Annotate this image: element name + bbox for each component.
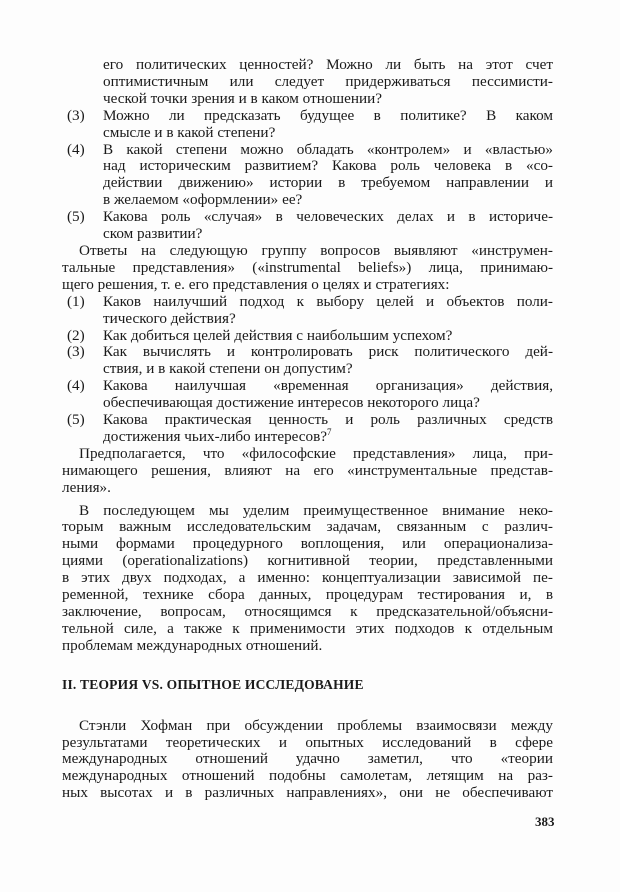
text-line [62, 587, 553, 604]
line-text: Какова практическая ценность и роль различных средств [103, 411, 553, 429]
line-text: Какова роль «случая» в человеческих делах и в историче- [103, 208, 553, 226]
text-line [62, 718, 553, 735]
text-line [62, 638, 553, 655]
text-line [62, 785, 553, 802]
line-text: В какой степени можно обладать «контролем» и «властью» [103, 140, 553, 158]
page-body [62, 57, 553, 802]
text-line [103, 426, 553, 446]
text-line [103, 311, 553, 328]
item-number: (1) [67, 292, 85, 310]
text-line [62, 735, 553, 752]
list-item [62, 344, 553, 378]
text-line [62, 751, 553, 768]
item-number: (5) [67, 411, 85, 429]
line-text: оптимистичным или следует придерживаться пессимисти- [103, 72, 553, 90]
text-line [103, 395, 553, 412]
item-number: (4) [67, 377, 85, 395]
text-line [62, 243, 553, 260]
text-line [103, 226, 553, 243]
text-line [103, 344, 553, 361]
line-text: ременной, технике сбора данных, процедурам тестирования и, в [62, 586, 553, 604]
line-text: достижения чьих-либо интересов? [103, 427, 328, 445]
item-text [103, 344, 553, 378]
paragraph [62, 503, 553, 655]
text-line [103, 142, 553, 159]
line-text: щего решения, т. е. его представления о целях и стратегиях: [62, 275, 450, 293]
text-line [103, 378, 553, 395]
line-text: международных отношений подобны самолетам, летящим на раз- [62, 767, 553, 785]
text-line [62, 677, 553, 694]
item-text [103, 412, 553, 446]
paragraph [62, 718, 553, 803]
text-line [62, 553, 553, 570]
line-text: торым важным исследовательским задачам, связанным с различ- [62, 518, 553, 536]
text-line [103, 74, 553, 91]
line-text: Стэнли Хофман при обсуждении проблемы взаимосвязи между [79, 716, 553, 734]
text-line [103, 158, 553, 175]
text-line [103, 361, 553, 378]
continued-list-item [103, 57, 553, 108]
line-text: ствия, и в какой степени он допустим? [103, 360, 353, 378]
paragraph [62, 446, 553, 497]
line-text: Можно ли предсказать будущее в политике? В каком [103, 106, 553, 124]
line-text: ными формами процедурного воплощения, или операционализа- [62, 535, 553, 553]
line-text: Предполагается, что «философские представления» лица, при- [79, 444, 553, 462]
line-text: тельной силе, а также к применимости этих подходов к отдельным [62, 619, 553, 637]
line-text: нимающего решения, влияют на его «инструментальные представ- [62, 461, 553, 479]
text-line [62, 260, 553, 277]
line-text: проблемам международных отношений. [62, 636, 323, 654]
line-text: результатами теоретических и опытных исследований в сфере [62, 733, 553, 751]
text-line [103, 125, 553, 142]
line-text: ления». [62, 478, 111, 496]
line-text: Каков наилучший подход к выбору целей и объектов поли- [103, 292, 553, 310]
list-item [62, 378, 553, 412]
text-line [103, 91, 553, 108]
item-text [103, 142, 553, 210]
item-number: (5) [67, 208, 85, 226]
paragraph [62, 243, 553, 294]
text-line [103, 108, 553, 125]
text-line [62, 519, 553, 536]
list-item [62, 412, 553, 446]
text-line [62, 446, 553, 463]
line-text: ческой точки зрения и в каком отношении? [103, 89, 382, 107]
item-number: (3) [67, 106, 85, 124]
item-text [103, 328, 553, 345]
text-line [62, 604, 553, 621]
text-line [62, 503, 553, 520]
text-line [62, 536, 553, 553]
item-text [103, 108, 553, 142]
text-line [103, 192, 553, 209]
line-text: смысле и в какой степени? [103, 123, 276, 141]
section-heading [62, 677, 553, 694]
item-text [103, 294, 553, 328]
line-text: обеспечивающая достижение интересов некоторого лица? [103, 394, 480, 412]
text-line [62, 463, 553, 480]
item-number: (2) [67, 326, 85, 344]
line-text: ском развитии? [103, 225, 203, 243]
text-line [103, 209, 553, 226]
line-text: циями (operationalizations) когнитивной теории, представленными [62, 552, 553, 570]
line-text: ных высотах и в различных направлениях», они не обеспечивают [62, 784, 553, 802]
text-line [103, 294, 553, 311]
text-line [103, 328, 553, 345]
text-line [103, 175, 553, 192]
item-text [103, 209, 553, 243]
line-text: Как вычислять и контролировать риск политического дей- [103, 343, 553, 361]
list-item [62, 142, 553, 210]
line-text: в желаемом «оформлении» ее? [103, 191, 303, 209]
line-text: Какова наилучшая «временная организация» действия, [103, 377, 553, 395]
text-line [103, 57, 553, 74]
line-text: заключение, вопросам, относящимся к предсказательной/объясни- [62, 603, 553, 620]
footnote-marker: 7 [327, 426, 332, 437]
item-number: (3) [67, 343, 85, 361]
line-text: В последующем мы уделим преимущественное внимание неко- [79, 501, 553, 519]
item-text [103, 378, 553, 412]
line-text: Ответы на следующую группу вопросов выявляют «инструмен- [79, 241, 553, 259]
text-line [62, 570, 553, 587]
line-text: над историческим развитием? Какова роль человека в «со- [103, 157, 553, 175]
text-line [62, 621, 553, 638]
text-line [62, 480, 553, 497]
list-item [62, 294, 553, 328]
text-line [62, 277, 553, 294]
page-number: 383 [535, 814, 555, 829]
line-text: действии движению» истории в требуемом направлении и [103, 174, 553, 192]
line-text: Как добиться целей действия с наибольшим успехом? [103, 326, 453, 344]
line-text: в этих двух подходах, а именно: концептуализации зависимой пе- [62, 569, 553, 587]
item-number: (4) [67, 140, 85, 158]
list-item [62, 209, 553, 243]
line-text: его политических ценностей? Можно ли быть на этот счет [103, 56, 553, 73]
list-item [62, 328, 553, 345]
list-item [62, 108, 553, 142]
text-line [62, 768, 553, 785]
line-text: тического действия? [103, 309, 236, 327]
line-text: II. ТЕОРИЯ VS. ОПЫТНОЕ ИССЛЕДОВАНИЕ [62, 676, 364, 692]
line-text: международных отношений удачно заметил, что «теории [62, 750, 553, 768]
line-text: тальные представления» («instrumental beliefs») лица, принимаю- [62, 258, 553, 276]
